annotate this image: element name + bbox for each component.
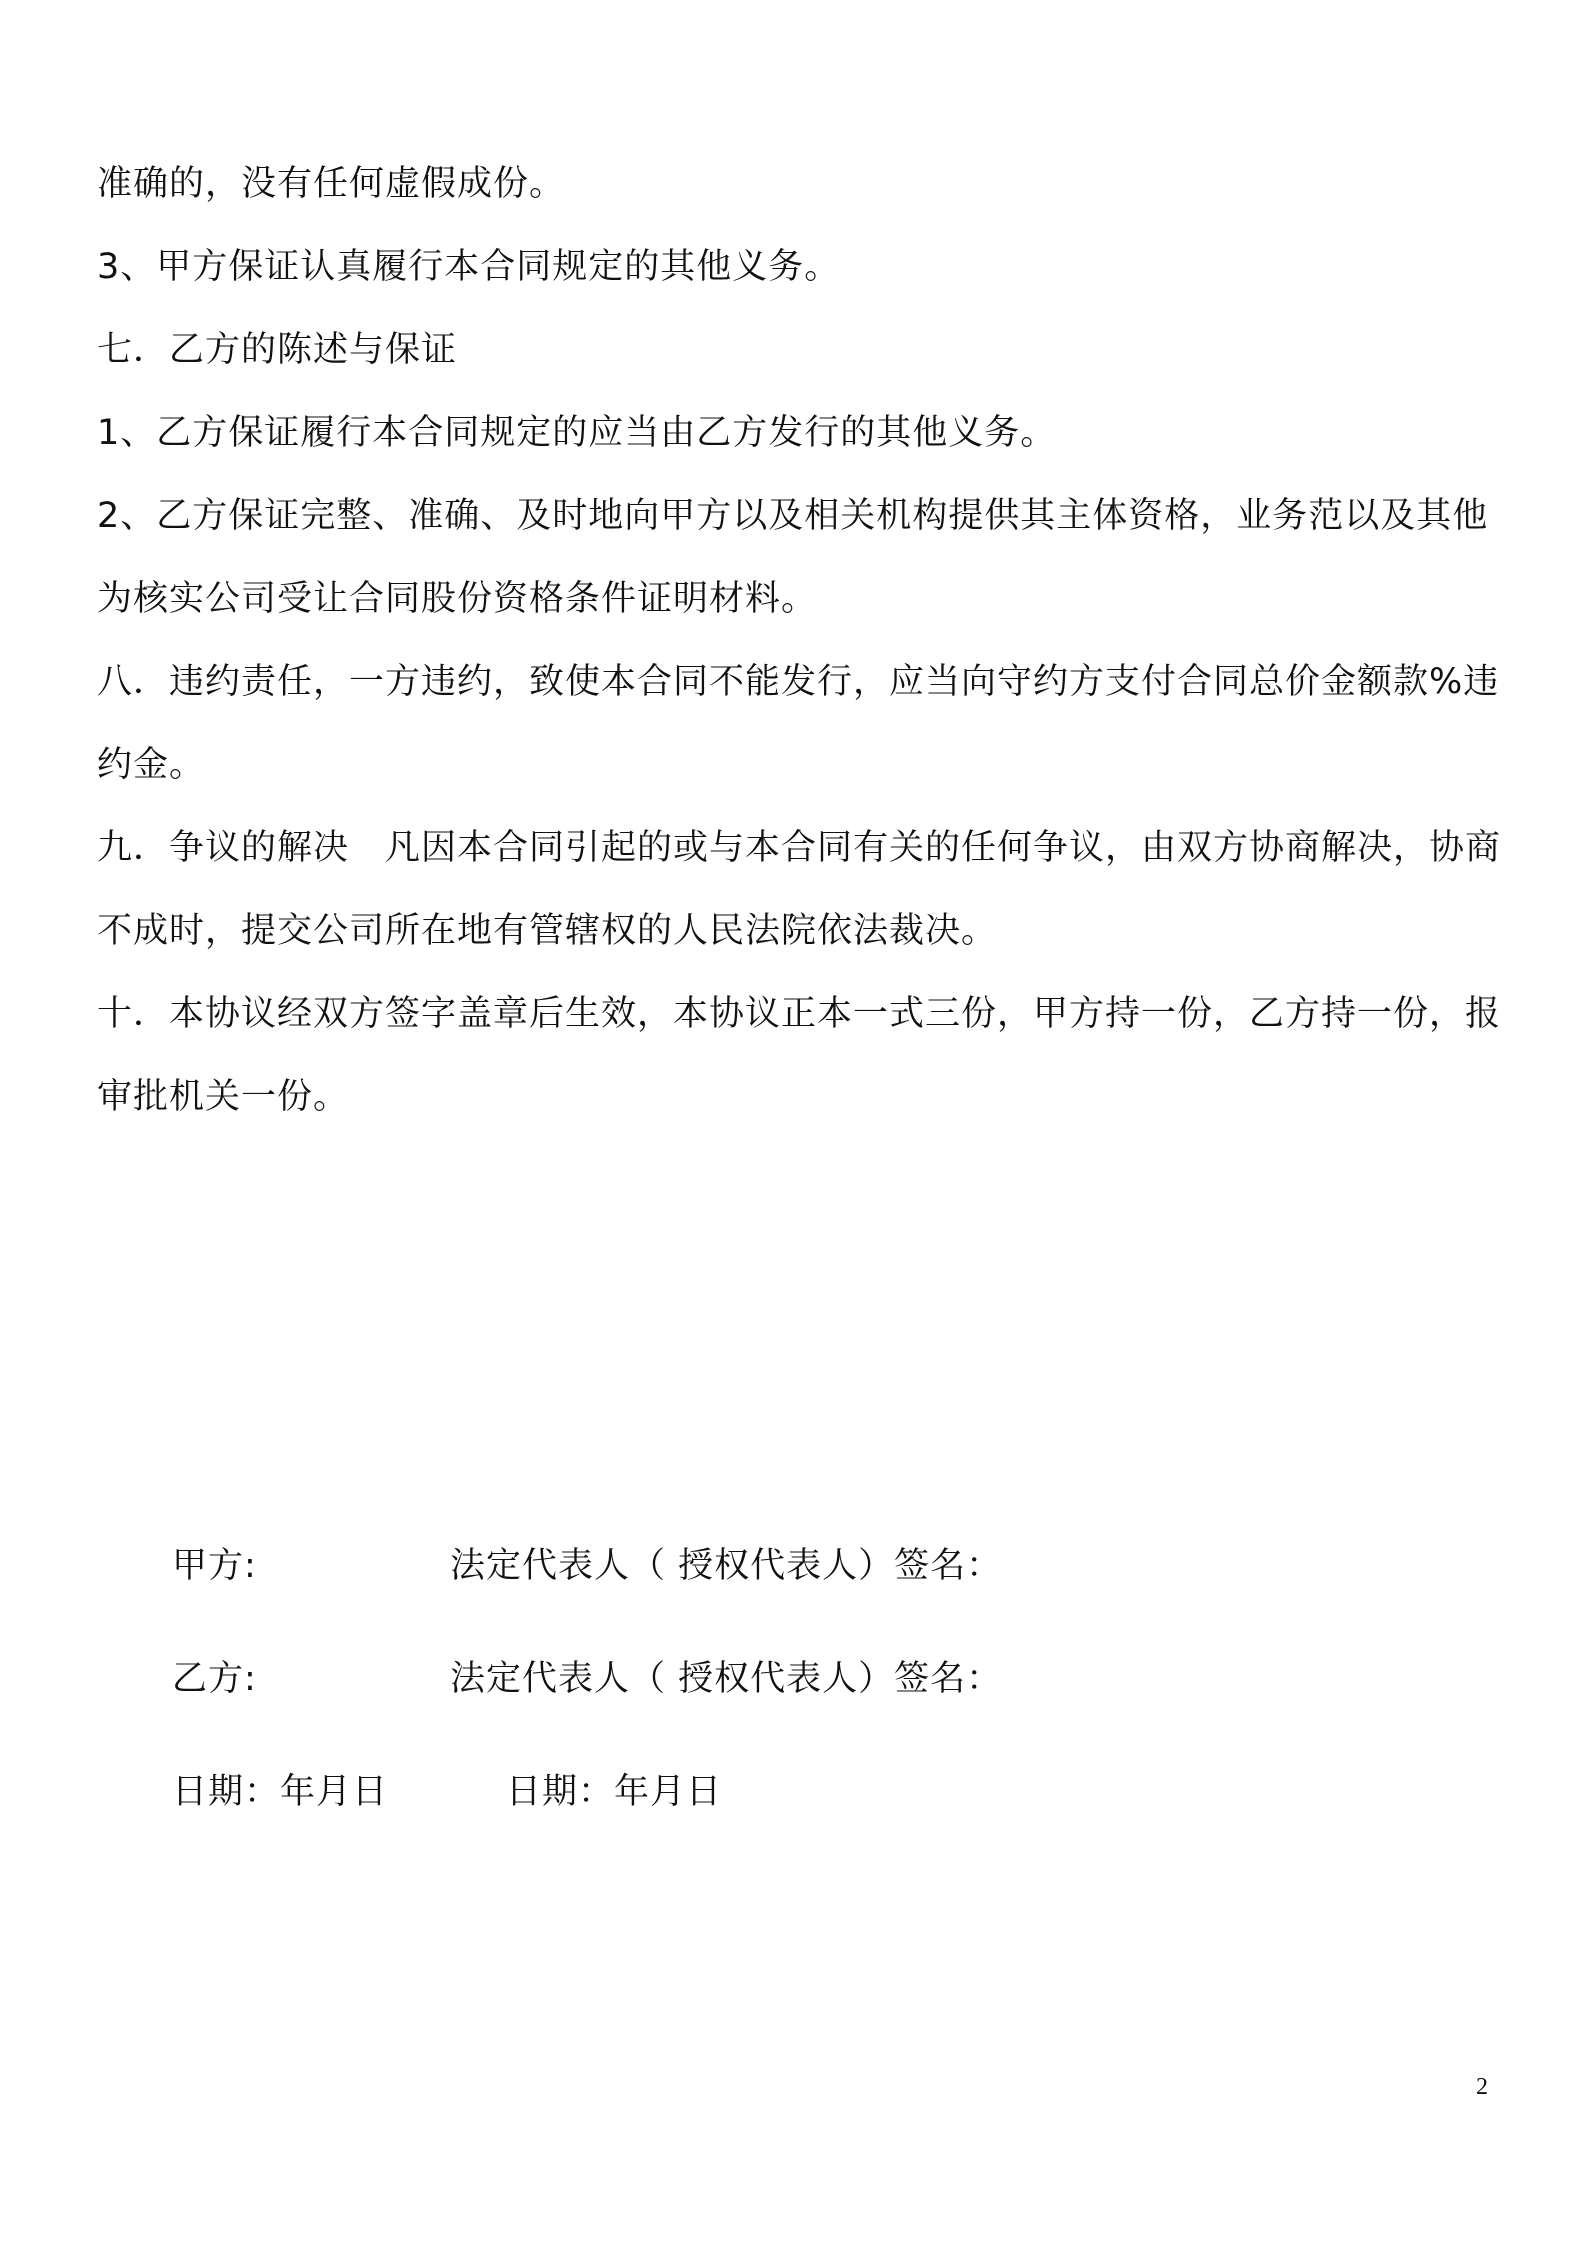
paragraph-effectiveness: 十．本协议经双方签字盖章后生效，本协议正本一式三份，甲方持一份，乙方持一份，报审批机关一份。	[97, 994, 1502, 1117]
paragraph-breach-liability: 八．违约责任，一方违约，致使本合同不能发行，应当向守约方支付合同总价金额款%违约金。	[97, 662, 1500, 785]
signature-row-dates	[172, 1764, 1372, 1814]
paragraph-party-b-obligation-2: 2、乙方保证完整、准确、及时地向甲方以及相关机构提供其主体资格，业务范以及其他为核实公司受让合同股份资格条件证明材料。	[97, 496, 1489, 619]
party-b-representative-label: 法定代表人（ 授权代表人）签名：	[450, 1659, 1003, 1699]
party-b-label: 乙方:	[172, 1659, 257, 1699]
paragraph-party-b-obligation-1: 1、乙方保证履行本合同规定的应当由乙方发行的其他义务。	[97, 413, 1057, 453]
date-left: 日期：年月日	[172, 1772, 389, 1812]
signature-row-party-b	[172, 1651, 1372, 1701]
paragraph-dispute-resolution: 九．争议的解决 凡因本合同引起的或与本合同有关的任何争议，由双方协商解决，协商不成时，提交公司所在地有管辖权的人民法院依法裁决。	[97, 828, 1502, 951]
paragraph-party-a-obligation: 3、甲方保证认真履行本合同规定的其他义务。	[97, 247, 841, 287]
section-heading-party-b-warranties: 七．乙方的陈述与保证	[97, 330, 458, 370]
signature-row-party-a	[172, 1538, 1372, 1588]
party-a-representative-label: 法定代表人（ 授权代表人）签名：	[450, 1546, 1003, 1586]
paragraph-continuation: 准确的，没有任何虚假成份。	[97, 164, 566, 204]
page-number: 2	[1476, 2074, 1488, 2100]
contract-body	[97, 143, 1517, 1139]
date-right: 日期：年月日	[506, 1772, 723, 1812]
party-a-label: 甲方:	[172, 1546, 257, 1586]
